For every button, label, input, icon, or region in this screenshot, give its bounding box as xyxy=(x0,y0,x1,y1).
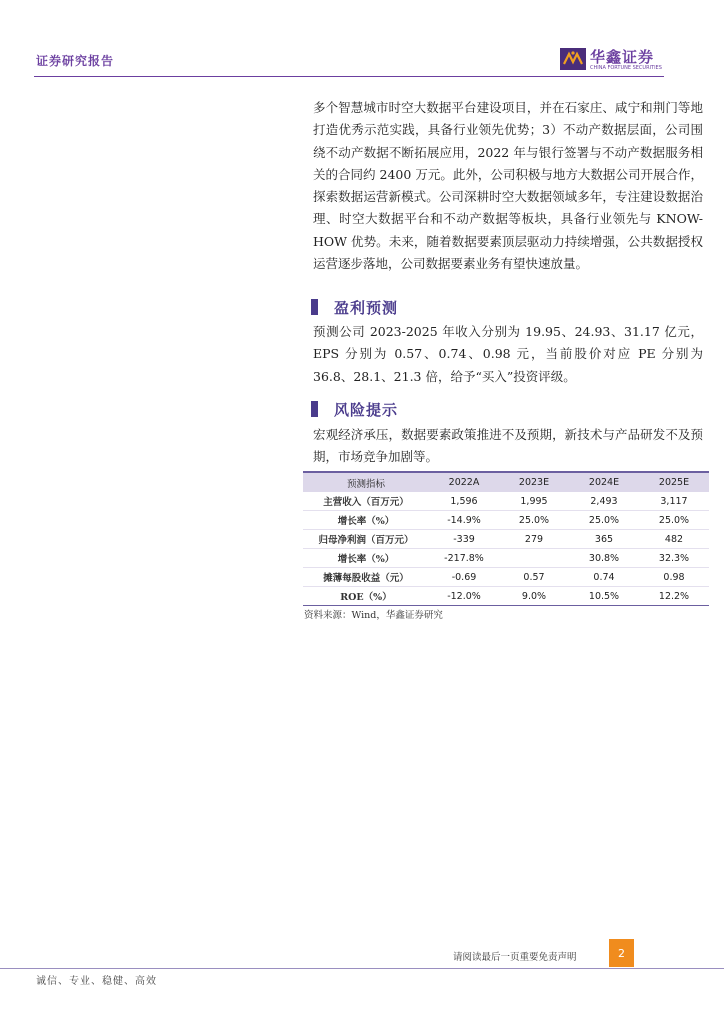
table-cell: 归母净利润（百万元） xyxy=(303,530,429,549)
table-header-cell: 2023E xyxy=(499,472,569,492)
table-row xyxy=(303,492,709,511)
table-cell: ROE（%） xyxy=(303,587,429,606)
table-cell: 1,995 xyxy=(499,492,569,511)
table-header-cell: 2024E xyxy=(569,472,639,492)
footer-divider xyxy=(0,968,724,969)
table-cell: 增长率（%） xyxy=(303,511,429,530)
risk-paragraph: 宏观经济承压，数据要素政策推进不及预期，新技术与产品研发不及预期，市场竞争加剧等。 xyxy=(313,427,703,465)
table-cell: -217.8% xyxy=(429,549,499,568)
intro-paragraph: 多个智慧城市时空大数据平台建设项目，并在石家庄、咸宁和荆门等地打造优秀示范实践，具备行业领先优势；3）不动产数据层面，公司围绕不动产数据不断拓展应用，2022 年与银行签署与不动产数据服务相关的合同约 2400 万元。此外，公司积极与地方大数据公司开展合作，探索数据运营新模式。公司深耕时空大数据领域多年，专注建设数据治理、时空大数据平台和不动产数据等板块，具备行业领先与 KNOW-HOW 优势。未来，随着数据要素顶层驱动力持续增强，公共数据授权运营逐步落地，公司数据要素业务有望快速放量。 xyxy=(313,100,703,272)
risk-title: 风险提示 xyxy=(334,400,399,419)
table-cell: 25.0% xyxy=(569,511,639,530)
table-cell: 摊薄每股收益（元） xyxy=(303,568,429,587)
table-cell: 0.98 xyxy=(639,568,709,587)
table-cell: -339 xyxy=(429,530,499,549)
section-marker-icon xyxy=(311,299,318,315)
table-row xyxy=(303,530,709,549)
company-logo xyxy=(560,46,670,74)
table-cell: 30.8% xyxy=(569,549,639,568)
profit-forecast-heading xyxy=(311,297,398,317)
table-cell xyxy=(499,549,569,568)
table-cell: -0.69 xyxy=(429,568,499,587)
table-row xyxy=(303,511,709,530)
table-row xyxy=(303,587,709,606)
forecast-table xyxy=(303,471,709,606)
table-cell: 0.74 xyxy=(569,568,639,587)
section-marker-icon xyxy=(311,401,318,417)
risk-heading xyxy=(311,399,398,419)
logo-name: 华鑫证券 xyxy=(590,48,655,66)
table-header-row xyxy=(303,472,709,492)
table-cell: 365 xyxy=(569,530,639,549)
table-cell: 3,117 xyxy=(639,492,709,511)
table-header-cell: 2025E xyxy=(639,472,709,492)
disclaimer-note: 请阅读最后一页重要免责声明 xyxy=(453,952,577,963)
table-cell: -12.0% xyxy=(429,587,499,606)
table-cell: 12.2% xyxy=(639,587,709,606)
footer-slogan: 诚信、专业、稳健、高效 xyxy=(36,976,157,987)
table-header-cell: 2022A xyxy=(429,472,499,492)
table-cell: 增长率（%） xyxy=(303,549,429,568)
header-divider xyxy=(34,76,664,77)
table-cell: 25.0% xyxy=(639,511,709,530)
table-cell: 482 xyxy=(639,530,709,549)
table-cell: -14.9% xyxy=(429,511,499,530)
table-cell: 25.0% xyxy=(499,511,569,530)
table-header-cell: 预测指标 xyxy=(303,472,429,492)
table-cell: 2,493 xyxy=(569,492,639,511)
logo-subtitle: CHINA FORTUNE SECURITIES xyxy=(590,65,662,71)
page-number: 2 xyxy=(609,939,634,967)
table-cell: 0.57 xyxy=(499,568,569,587)
table-row xyxy=(303,549,709,568)
table-cell: 9.0% xyxy=(499,587,569,606)
profit-forecast-paragraph: 预测公司 2023-2025 年收入分别为 19.95、24.93、31.17 亿元，EPS 分别为 0.57、0.74、0.98 元，当前股价对应 PE 分别为 36.8、28.1、21.3 倍，给予“买入”投资评级。 xyxy=(313,324,703,384)
table-cell: 主营收入（百万元） xyxy=(303,492,429,511)
profit-forecast-title: 盈利预测 xyxy=(334,298,399,317)
table-cell: 1,596 xyxy=(429,492,499,511)
table-cell: 279 xyxy=(499,530,569,549)
table-row xyxy=(303,568,709,587)
table-cell: 32.3% xyxy=(639,549,709,568)
logo-mark-icon xyxy=(560,48,586,70)
report-type-label: 证券研究报告 xyxy=(36,54,115,68)
table-cell: 10.5% xyxy=(569,587,639,606)
table-source-note: 资料来源：Wind，华鑫证券研究 xyxy=(304,610,443,621)
